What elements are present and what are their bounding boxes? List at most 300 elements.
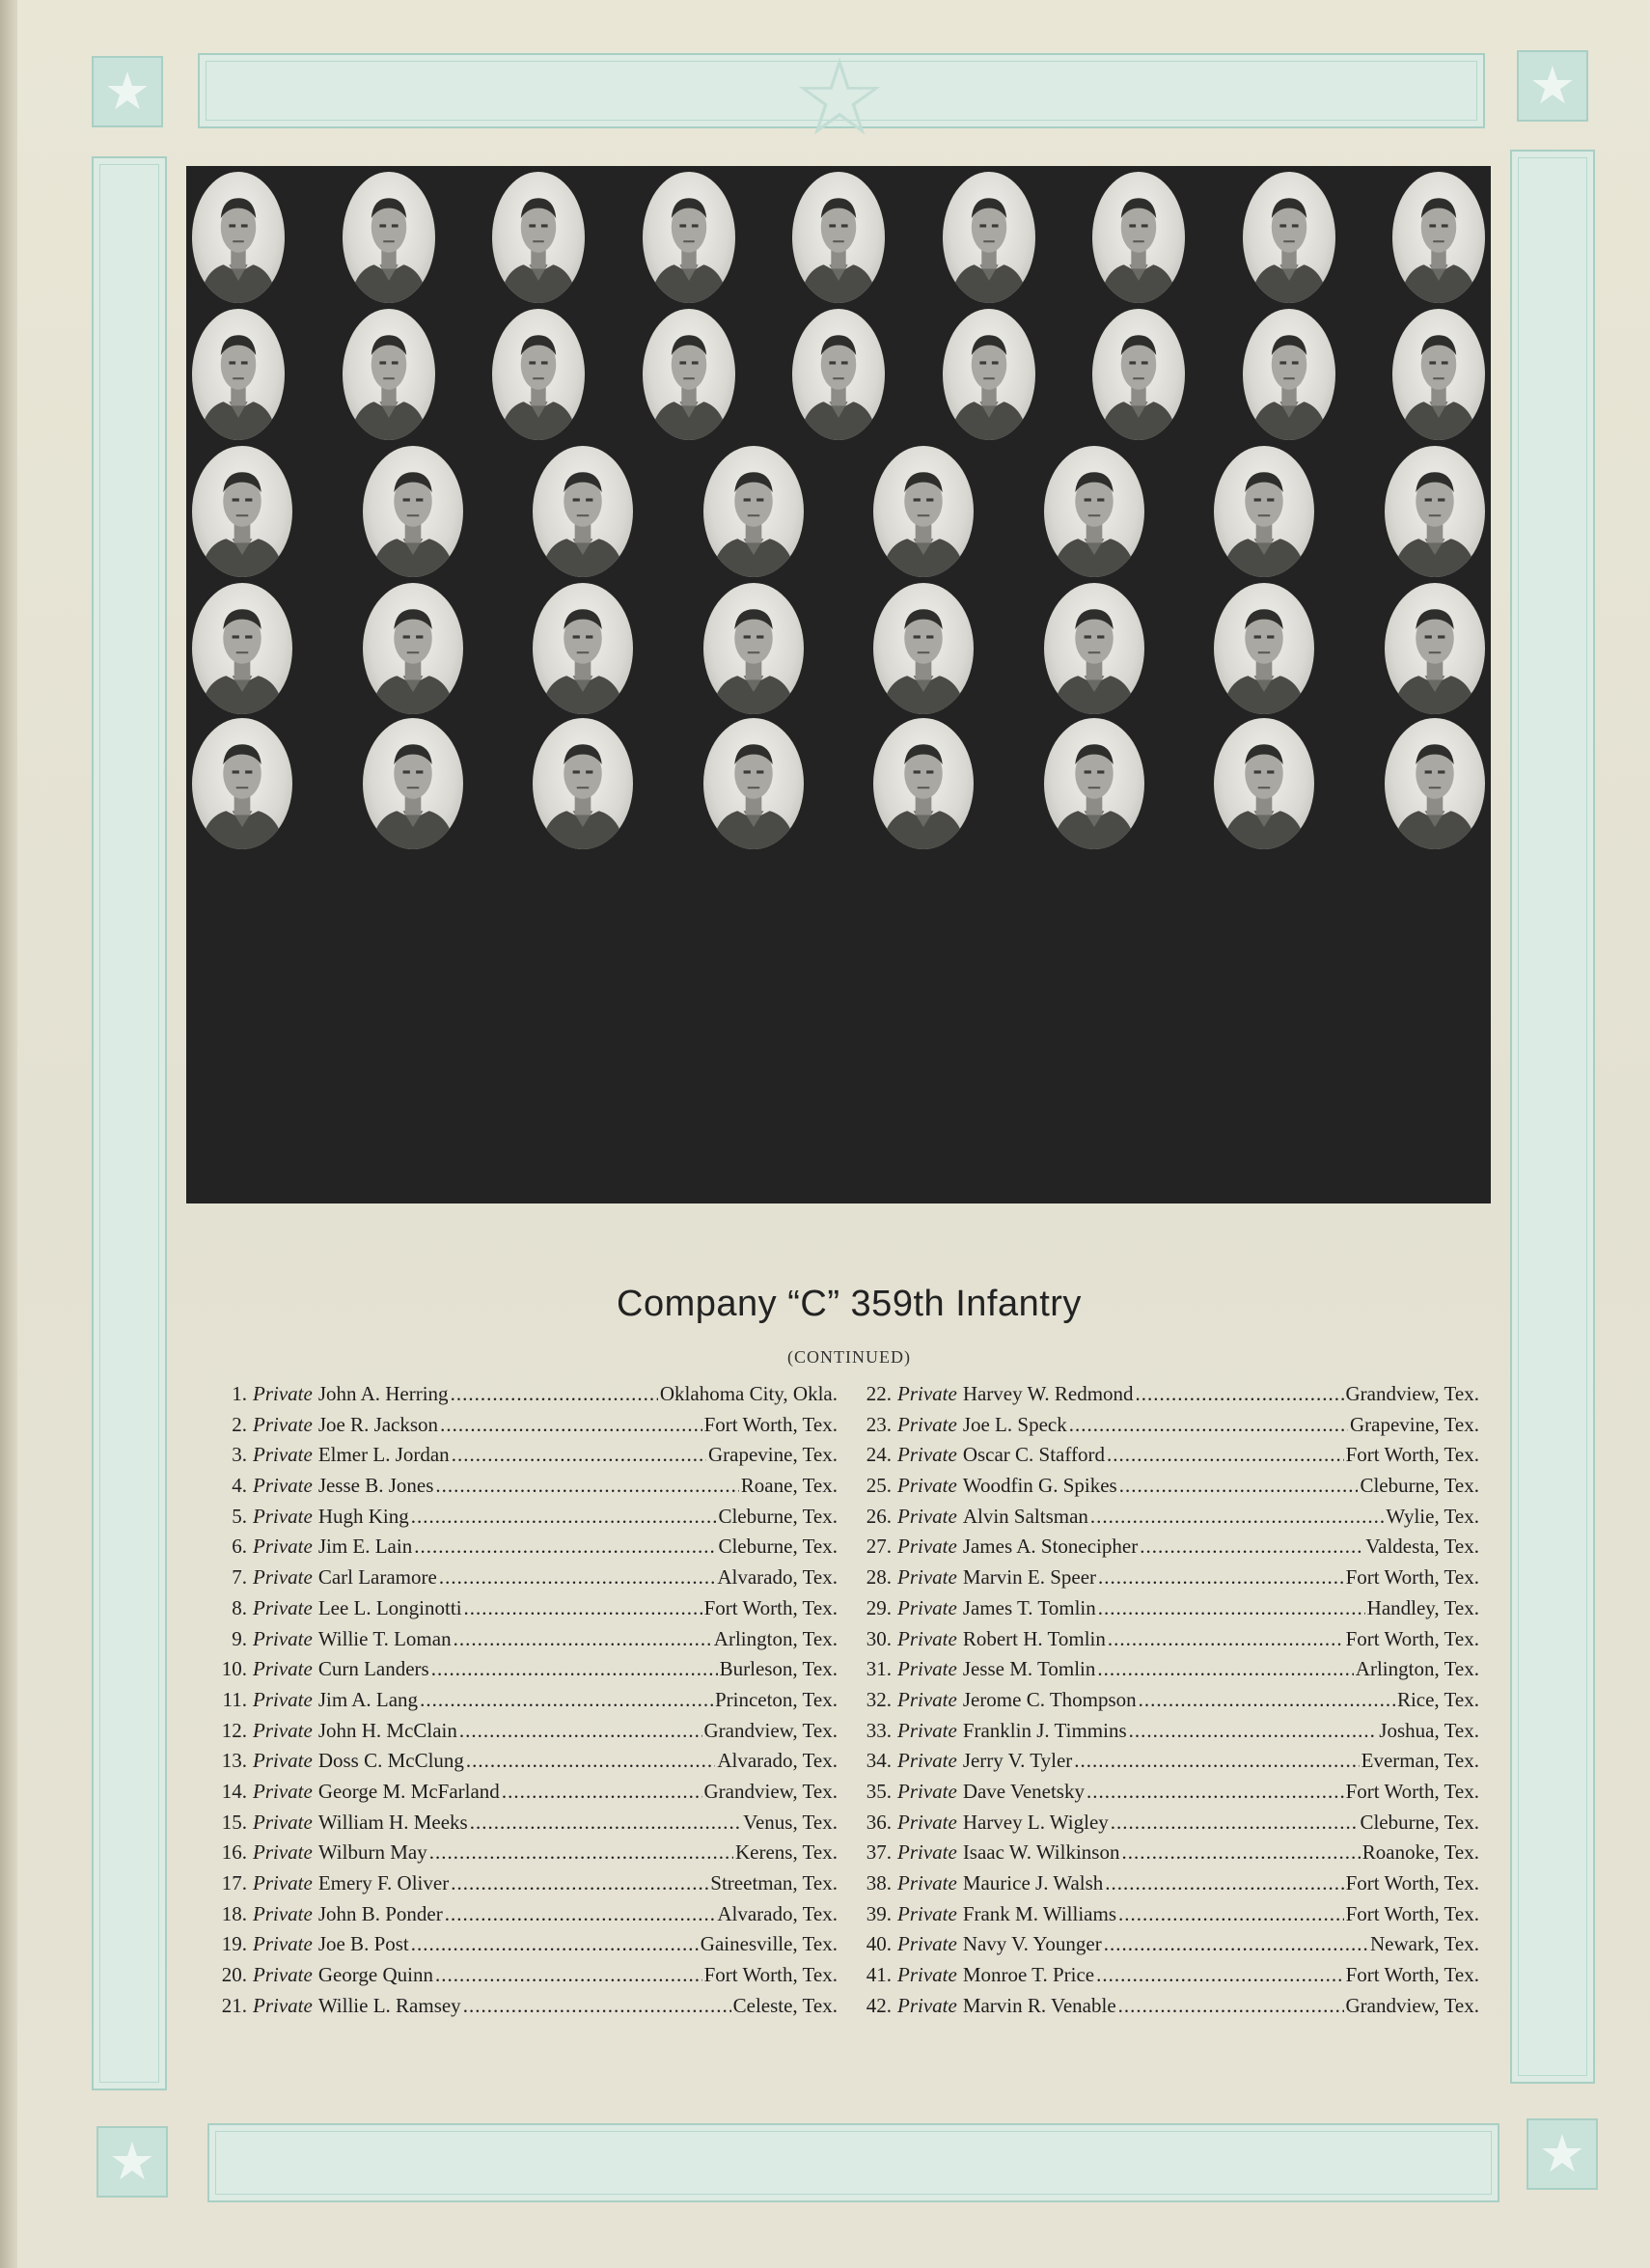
roster-hometown: Rice, Tex. — [1396, 1687, 1479, 1711]
roster-entry — [857, 1840, 1479, 1871]
roster-name: Frank M. Williams — [962, 1901, 1116, 1925]
roster-hometown: Kerens, Tex. — [734, 1840, 838, 1865]
roster-entry — [857, 1443, 1479, 1474]
roster-entry — [857, 1596, 1479, 1627]
roster-number: 6. — [232, 1535, 247, 1559]
roster-name: John B. Ponder — [317, 1901, 443, 1925]
dot-leader — [1111, 1811, 1359, 1835]
roster-name: Alvin Saltsman — [962, 1504, 1088, 1528]
roster-name: Franklin J. Timmins — [962, 1718, 1127, 1742]
roster-hometown: Fort Worth, Tex. — [1345, 1871, 1479, 1895]
dot-leader — [1136, 1382, 1344, 1406]
roster-number: 4. — [232, 1474, 247, 1498]
dot-leader — [1121, 1840, 1360, 1865]
star-icon: ★ — [1517, 50, 1588, 122]
roster-number: 12. — [221, 1718, 247, 1742]
dot-leader — [452, 1443, 706, 1467]
soldier-portrait — [343, 309, 435, 440]
roster-rank: Private — [253, 1474, 313, 1498]
roster-number: 39. — [866, 1901, 892, 1925]
roster-rank: Private — [897, 1749, 957, 1773]
roster-rank: Private — [253, 1718, 313, 1742]
soldier-portrait — [343, 172, 435, 303]
dot-leader — [451, 1871, 708, 1895]
roster-rank: Private — [253, 1504, 313, 1528]
roster-hometown: Gainesville, Tex. — [700, 1932, 838, 1956]
roster-name: Jim E. Lain — [317, 1535, 413, 1559]
roster-number: 32. — [866, 1687, 892, 1711]
roster-rank: Private — [897, 1901, 957, 1925]
roster-entry — [857, 1413, 1479, 1444]
star-icon: ★ — [96, 2126, 168, 2198]
roster-name: Navy V. Younger — [962, 1932, 1102, 1956]
roster-hometown: Grandview, Tex. — [1345, 1382, 1479, 1405]
roster-name: Jim A. Lang — [317, 1687, 419, 1711]
roster-hometown: Princeton, Tex. — [714, 1687, 838, 1711]
roster-hometown: Grandview, Tex. — [703, 1718, 838, 1742]
soldier-portrait — [533, 718, 633, 849]
roster-hometown: Fort Worth, Tex. — [1345, 1565, 1479, 1590]
soldier-portrait — [792, 309, 885, 440]
soldier-portrait — [703, 583, 804, 714]
roster-name: Joe B. Post — [317, 1932, 409, 1956]
soldier-portrait — [1385, 446, 1485, 577]
roster-entry — [212, 1688, 838, 1719]
roster-column-left — [212, 1382, 838, 2024]
dot-leader — [464, 1596, 702, 1620]
roster-number: 29. — [866, 1595, 892, 1619]
roster-entry — [857, 1535, 1479, 1565]
dot-leader — [440, 1413, 702, 1437]
dot-leader — [411, 1932, 699, 1956]
roster-hometown: Fort Worth, Tex. — [1345, 1779, 1479, 1803]
roster-name: Harvey W. Redmond — [962, 1382, 1134, 1405]
soldier-portrait — [363, 446, 463, 577]
soldier-portrait — [1214, 446, 1314, 577]
soldier-portrait — [1385, 583, 1485, 714]
soldier-portrait — [363, 718, 463, 849]
roster-entry — [212, 1811, 838, 1841]
roster-hometown: Alvarado, Tex. — [717, 1749, 838, 1773]
roster-rank: Private — [253, 1412, 313, 1436]
roster-number: 16. — [221, 1840, 247, 1865]
roster-hometown: Burleson, Tex. — [719, 1657, 838, 1681]
roster-name: Jerry V. Tyler — [962, 1749, 1073, 1773]
roster-number: 11. — [222, 1687, 247, 1711]
dot-leader — [431, 1657, 718, 1681]
dot-leader — [1118, 1902, 1344, 1926]
roster-name: George Quinn — [317, 1963, 433, 1987]
roster-rank: Private — [897, 1504, 957, 1528]
soldier-portrait — [1214, 718, 1314, 849]
roster-hometown: Grandview, Tex. — [1345, 1993, 1479, 2017]
dot-leader — [439, 1565, 715, 1590]
roster-rank: Private — [897, 1840, 957, 1865]
roster-number: 30. — [866, 1626, 892, 1650]
roster-rank: Private — [253, 1963, 313, 1987]
roster-rank: Private — [253, 1779, 313, 1803]
roster-hometown: Roane, Tex. — [740, 1474, 838, 1498]
roster-rank: Private — [897, 1932, 957, 1956]
dot-leader — [502, 1780, 702, 1804]
roster-name: Woodfin G. Spikes — [962, 1474, 1117, 1498]
roster-entry — [212, 1932, 838, 1963]
dot-leader — [470, 1811, 741, 1835]
roster-hometown: Grandview, Tex. — [703, 1779, 838, 1803]
roster-entry — [212, 1963, 838, 1994]
roster-hometown: Grapevine, Tex. — [1349, 1412, 1479, 1436]
right-ornamental-border — [1510, 150, 1595, 2084]
roster-entry — [857, 1627, 1479, 1658]
soldier-portrait — [1392, 309, 1485, 440]
roster-entry — [212, 1474, 838, 1505]
soldier-portrait — [1044, 446, 1144, 577]
portrait-grid — [186, 166, 1491, 1203]
center-star-icon: ☆ — [791, 40, 888, 157]
roster-number: 13. — [221, 1749, 247, 1773]
roster-entry — [857, 1688, 1479, 1719]
roster-number: 14. — [221, 1779, 247, 1803]
page-binding-edge — [0, 0, 17, 2268]
roster-number: 38. — [866, 1871, 892, 1895]
roster-name: Hugh King — [317, 1504, 409, 1528]
roster-entry — [212, 1535, 838, 1565]
roster-name: Jerome C. Thompson — [962, 1687, 1137, 1711]
page-subtitle: (CONTINUED) — [787, 1347, 911, 1367]
roster-rank: Private — [897, 1595, 957, 1619]
roster-name: Doss C. McClung — [317, 1749, 464, 1773]
roster-name: William H. Meeks — [317, 1810, 468, 1834]
roster-hometown: Cleburne, Tex. — [1360, 1810, 1479, 1834]
soldier-portrait — [943, 309, 1035, 440]
soldier-portrait — [873, 718, 974, 849]
roster-hometown: Fort Worth, Tex. — [703, 1963, 838, 1987]
roster-number: 3. — [232, 1443, 247, 1467]
roster-number: 1. — [232, 1382, 247, 1405]
soldier-portrait — [492, 309, 585, 440]
roster-number: 34. — [866, 1749, 892, 1773]
roster-entry — [857, 1994, 1479, 2025]
roster-name: Elmer L. Jordan — [317, 1443, 450, 1467]
roster-rank: Private — [253, 1626, 313, 1650]
soldier-portrait — [703, 446, 804, 577]
soldier-portrait — [1392, 172, 1485, 303]
roster-rank: Private — [253, 1871, 313, 1895]
roster-number: 26. — [866, 1504, 892, 1528]
dot-leader — [435, 1963, 702, 1987]
roster-entry — [857, 1902, 1479, 1933]
soldier-portrait — [192, 172, 285, 303]
soldier-portrait — [873, 583, 974, 714]
roster-name: Monroe T. Price — [962, 1963, 1095, 1987]
dot-leader — [1105, 1871, 1343, 1895]
roster-name: Harvey L. Wigley — [962, 1810, 1109, 1834]
dot-leader — [1140, 1535, 1363, 1559]
roster-hometown: Newark, Tex. — [1369, 1932, 1479, 1956]
roster-rank: Private — [253, 1932, 313, 1956]
roster-name: Jesse B. Jones — [317, 1474, 434, 1498]
roster-hometown: Everman, Tex. — [1361, 1749, 1479, 1773]
roster-name: Carl Laramore — [317, 1565, 437, 1590]
dot-leader — [1108, 1627, 1344, 1651]
roster-number: 15. — [221, 1810, 247, 1834]
roster-number: 35. — [866, 1779, 892, 1803]
roster-hometown: Arlington, Tex. — [1355, 1657, 1479, 1681]
roster-rank: Private — [253, 1595, 313, 1619]
roster-entry — [212, 1596, 838, 1627]
roster-entry — [212, 1413, 838, 1444]
soldier-portrait — [1243, 309, 1335, 440]
star-icon: ★ — [1526, 2118, 1598, 2190]
star-icon: ★ — [92, 56, 163, 127]
roster-number: 24. — [866, 1443, 892, 1467]
roster-name: Maurice J. Walsh — [962, 1871, 1104, 1895]
roster-rank: Private — [897, 1993, 957, 2017]
dot-leader — [1104, 1932, 1368, 1956]
roster-rank: Private — [897, 1871, 957, 1895]
roster-entry — [857, 1749, 1479, 1780]
dot-leader — [1119, 1474, 1359, 1498]
roster-rank: Private — [897, 1412, 957, 1436]
soldier-portrait — [1044, 583, 1144, 714]
dot-leader — [1097, 1657, 1353, 1681]
dot-leader — [454, 1627, 712, 1651]
soldier-portrait — [533, 446, 633, 577]
roster-rank: Private — [897, 1535, 957, 1559]
roster-hometown: Cleburne, Tex. — [718, 1504, 838, 1528]
roster-hometown: Fort Worth, Tex. — [1345, 1901, 1479, 1925]
roster-hometown: Fort Worth, Tex. — [1345, 1963, 1479, 1987]
roster-number: 42. — [866, 1993, 892, 2017]
roster-name: John H. McClain — [317, 1718, 457, 1742]
roster-rank: Private — [253, 1810, 313, 1834]
dot-leader — [420, 1688, 713, 1712]
roster-hometown: Arlington, Tex. — [713, 1626, 838, 1650]
dot-leader — [1118, 1994, 1344, 2018]
roster-rank: Private — [253, 1749, 313, 1773]
roster-rank: Private — [897, 1626, 957, 1650]
roster-number: 17. — [221, 1871, 247, 1895]
soldier-portrait — [1243, 172, 1335, 303]
soldier-portrait — [943, 172, 1035, 303]
roster-hometown: Fort Worth, Tex. — [703, 1595, 838, 1619]
roster-number: 22. — [866, 1382, 892, 1405]
roster-entry — [857, 1382, 1479, 1413]
dot-leader — [1098, 1596, 1365, 1620]
soldier-portrait — [643, 172, 735, 303]
dot-leader — [459, 1719, 702, 1743]
roster-name: John A. Herring — [317, 1382, 449, 1405]
dot-leader — [435, 1474, 738, 1498]
roster-rank: Private — [897, 1443, 957, 1467]
left-ornamental-border — [92, 156, 167, 2090]
dot-leader — [429, 1840, 733, 1865]
roster-hometown: Oklahoma City, Okla. — [659, 1382, 838, 1405]
dot-leader — [1074, 1749, 1359, 1773]
soldier-portrait — [363, 583, 463, 714]
soldier-portrait — [192, 583, 292, 714]
roster-entry — [857, 1780, 1479, 1811]
dot-leader — [414, 1535, 716, 1559]
dot-leader — [1129, 1719, 1378, 1743]
roster-name: Emery F. Oliver — [317, 1871, 450, 1895]
roster-hometown: Handley, Tex. — [1366, 1595, 1479, 1619]
roster-name: Marvin R. Venable — [962, 1993, 1116, 2017]
roster-entry — [212, 1871, 838, 1902]
roster-rank: Private — [253, 1565, 313, 1590]
roster-entry — [212, 1902, 838, 1933]
soldier-portrait — [192, 446, 292, 577]
roster-entry — [212, 1657, 838, 1688]
soldier-portrait — [1044, 718, 1144, 849]
roster-number: 37. — [866, 1840, 892, 1865]
roster-entry — [212, 1780, 838, 1811]
roster-name: Oscar C. Stafford — [962, 1443, 1105, 1467]
roster-number: 19. — [221, 1932, 247, 1956]
roster-entry — [212, 1627, 838, 1658]
soldier-portrait — [792, 172, 885, 303]
roster-entry — [857, 1565, 1479, 1596]
roster-name: Willie T. Loman — [317, 1626, 452, 1650]
roster-entry — [857, 1932, 1479, 1963]
roster-hometown: Venus, Tex. — [743, 1810, 838, 1834]
roster-hometown: Cleburne, Tex. — [1360, 1474, 1479, 1498]
roster-hometown: Alvarado, Tex. — [717, 1565, 838, 1590]
roster-number: 10. — [221, 1657, 247, 1681]
roster-number: 2. — [232, 1412, 247, 1436]
soldier-portrait — [492, 172, 585, 303]
roster-number: 40. — [866, 1932, 892, 1956]
roster-rank: Private — [897, 1565, 957, 1590]
roster-entry — [212, 1505, 838, 1535]
roster-name: Curn Landers — [317, 1657, 429, 1681]
dot-leader — [1086, 1780, 1344, 1804]
dot-leader — [445, 1902, 716, 1926]
roster-rank: Private — [253, 1443, 313, 1467]
roster-number: 8. — [232, 1595, 247, 1619]
roster-name: Isaac W. Wilkinson — [962, 1840, 1120, 1865]
bottom-ornamental-border — [207, 2123, 1499, 2202]
roster-name: Dave Venetsky — [962, 1779, 1085, 1803]
roster-rank: Private — [897, 1382, 957, 1405]
dot-leader — [1098, 1565, 1344, 1590]
roster-hometown: Celeste, Tex. — [732, 1993, 838, 2017]
roster-entry — [212, 1719, 838, 1750]
roster-number: 18. — [221, 1901, 247, 1925]
roster-number: 23. — [866, 1412, 892, 1436]
roster-rank: Private — [897, 1687, 957, 1711]
dot-leader — [411, 1505, 717, 1529]
roster-name: James A. Stonecipher — [962, 1535, 1139, 1559]
roster-number: 36. — [866, 1810, 892, 1834]
soldier-portrait — [192, 718, 292, 849]
roster-rank: Private — [897, 1474, 957, 1498]
roster-entry — [212, 1749, 838, 1780]
roster-rank: Private — [897, 1810, 957, 1834]
roster-rank: Private — [253, 1657, 313, 1681]
roster-entry — [857, 1719, 1479, 1750]
roster-name: Willie L. Ramsey — [317, 1993, 461, 2017]
roster-number: 21. — [221, 1993, 247, 2017]
roster-rank: Private — [897, 1963, 957, 1987]
soldier-portrait — [192, 309, 285, 440]
roster-hometown: Fort Worth, Tex. — [1345, 1626, 1479, 1650]
roster-rank: Private — [253, 1840, 313, 1865]
roster-hometown: Wylie, Tex. — [1386, 1504, 1479, 1528]
roster-entry — [212, 1382, 838, 1413]
roster-name: Jesse M. Tomlin — [962, 1657, 1096, 1681]
roster-entry — [857, 1871, 1479, 1902]
roster-entry — [857, 1505, 1479, 1535]
roster-rank: Private — [897, 1657, 957, 1681]
roster-name: Wilburn May — [317, 1840, 427, 1865]
roster-hometown: Grapevine, Tex. — [707, 1443, 838, 1467]
dot-leader — [451, 1382, 658, 1406]
soldier-portrait — [703, 718, 804, 849]
dot-leader — [1096, 1963, 1344, 1987]
soldier-portrait — [1214, 583, 1314, 714]
roster-rank: Private — [253, 1993, 313, 2017]
soldier-portrait — [1092, 309, 1185, 440]
roster-hometown: Streetman, Tex. — [710, 1871, 838, 1895]
dot-leader — [466, 1749, 715, 1773]
roster-name: Lee L. Longinotti — [317, 1595, 462, 1619]
roster-hometown: Alvarado, Tex. — [717, 1901, 838, 1925]
dot-leader — [1069, 1413, 1348, 1437]
soldier-portrait — [873, 446, 974, 577]
roster-column-right — [857, 1382, 1479, 2024]
soldier-portrait — [1385, 718, 1485, 849]
roster-number: 41. — [866, 1963, 892, 1987]
roster-number: 28. — [866, 1565, 892, 1590]
roster-entry — [212, 1994, 838, 2025]
roster-name: George M. McFarland — [317, 1779, 500, 1803]
roster-number: 7. — [232, 1565, 247, 1590]
roster-hometown: Roanoke, Tex. — [1361, 1840, 1479, 1865]
roster-number: 5. — [232, 1504, 247, 1528]
dot-leader — [1090, 1505, 1384, 1529]
roster-rank: Private — [253, 1901, 313, 1925]
roster-hometown: Valdesta, Tex. — [1365, 1535, 1479, 1559]
roster-name: Marvin E. Speer — [962, 1565, 1097, 1590]
roster-name: Joe L. Speck — [962, 1412, 1067, 1436]
roster-rank: Private — [253, 1535, 313, 1559]
roster-hometown: Joshua, Tex. — [1379, 1718, 1479, 1742]
roster-entry — [212, 1840, 838, 1871]
roster-number: 20. — [221, 1963, 247, 1987]
roster-entry — [857, 1963, 1479, 1994]
roster-name: James T. Tomlin — [962, 1595, 1096, 1619]
roster-name: Robert H. Tomlin — [962, 1626, 1106, 1650]
roster-rank: Private — [897, 1718, 957, 1742]
roster-hometown: Fort Worth, Tex. — [1345, 1443, 1479, 1467]
dot-leader — [463, 1994, 731, 2018]
roster-hometown: Cleburne, Tex. — [718, 1535, 838, 1559]
roster-rank: Private — [253, 1382, 313, 1405]
roster-entry — [212, 1443, 838, 1474]
dot-leader — [1107, 1443, 1344, 1467]
page-title: Company “C” 359th Infantry — [617, 1284, 1082, 1324]
roster-rank: Private — [253, 1687, 313, 1711]
roster-entry — [212, 1565, 838, 1596]
roster-rank: Private — [897, 1779, 957, 1803]
roster-entry — [857, 1657, 1479, 1688]
soldier-portrait — [1092, 172, 1185, 303]
roster-name: Joe R. Jackson — [317, 1412, 439, 1436]
roster-number: 31. — [866, 1657, 892, 1681]
soldier-portrait — [533, 583, 633, 714]
roster-hometown: Fort Worth, Tex. — [703, 1412, 838, 1436]
